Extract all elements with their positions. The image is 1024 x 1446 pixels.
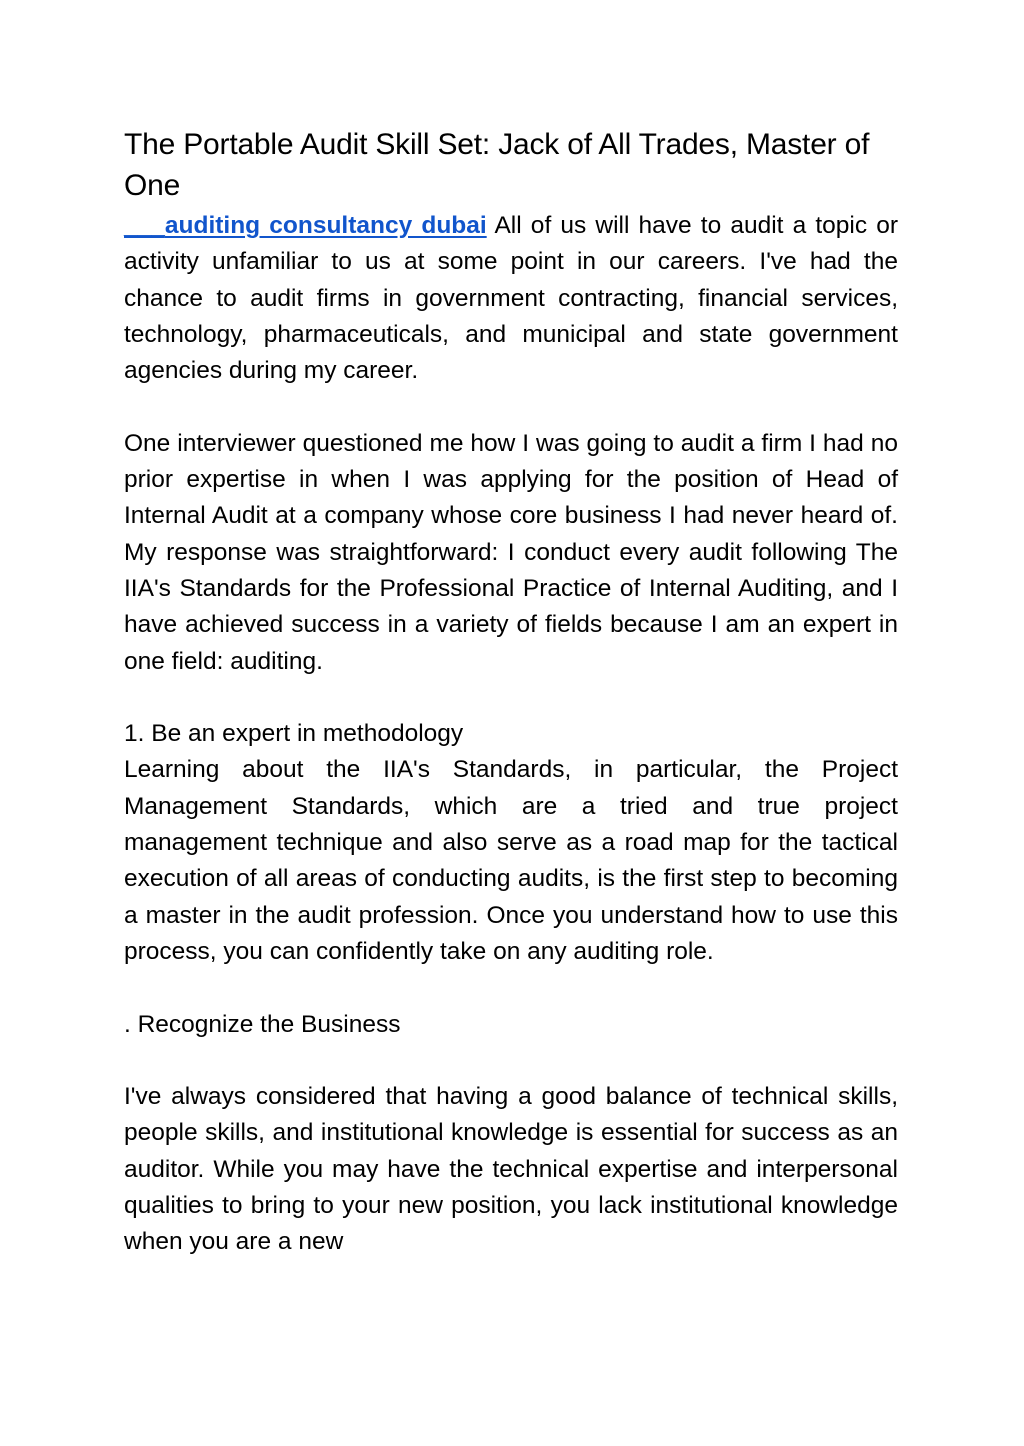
paragraph-spacer bbox=[124, 970, 898, 1006]
link-text: auditing consultancy dubai bbox=[164, 212, 487, 239]
paragraph-spacer bbox=[124, 389, 898, 425]
document-page bbox=[124, 124, 898, 1261]
section-heading-business: . Recognize the Business bbox=[124, 1010, 401, 1038]
link-prefix: ___ bbox=[124, 212, 165, 239]
auditing-consultancy-link[interactable] bbox=[124, 212, 487, 239]
intro-paragraph bbox=[124, 208, 898, 389]
intro-text: All of us will have to audit a topic or activity unfamiliar to us at some point in our careers. I've had the chance to audit firms in government contracting, financial services, technology, pharmaceuticals, and municipal and state government agencies during my career. bbox=[124, 212, 898, 385]
business-paragraph: I've always considered that having a good balance of technical skills, people skills, and institutional knowledge is essential for success as an auditor. While you may have the technical expertise and interpersonal qualities to bring to your new position, you lack institutional knowledge when you are a new bbox=[124, 1083, 898, 1256]
section-heading-methodology: 1. Be an expert in methodology bbox=[124, 720, 464, 748]
paragraph-spacer bbox=[124, 680, 898, 716]
methodology-paragraph: Learning about the IIA's Standards, in particular, the Project Management Standards, which are a tried and true project management technique and also serve as a road map for the tactical execution of all areas of conducting audits, is the first step to becoming a master in the audit profession. Once you understand how to use this process, you can confidently take on any auditing role. bbox=[124, 756, 898, 965]
paragraph-spacer bbox=[124, 1043, 898, 1079]
document-title: The Portable Audit Skill Set: Jack of All Trades, Master of One bbox=[124, 128, 870, 202]
interview-paragraph: One interviewer questioned me how I was going to audit a firm I had no prior expertise in when I was applying for the position of Head of Internal Audit at a company whose core business I had never heard of. My response was straightforward: I conduct every audit following The IIA's Standards for the Professional Practice of Internal Auditing, and I have achieved success in a variety of fields because I am an expert in one field: auditing. bbox=[124, 429, 898, 675]
